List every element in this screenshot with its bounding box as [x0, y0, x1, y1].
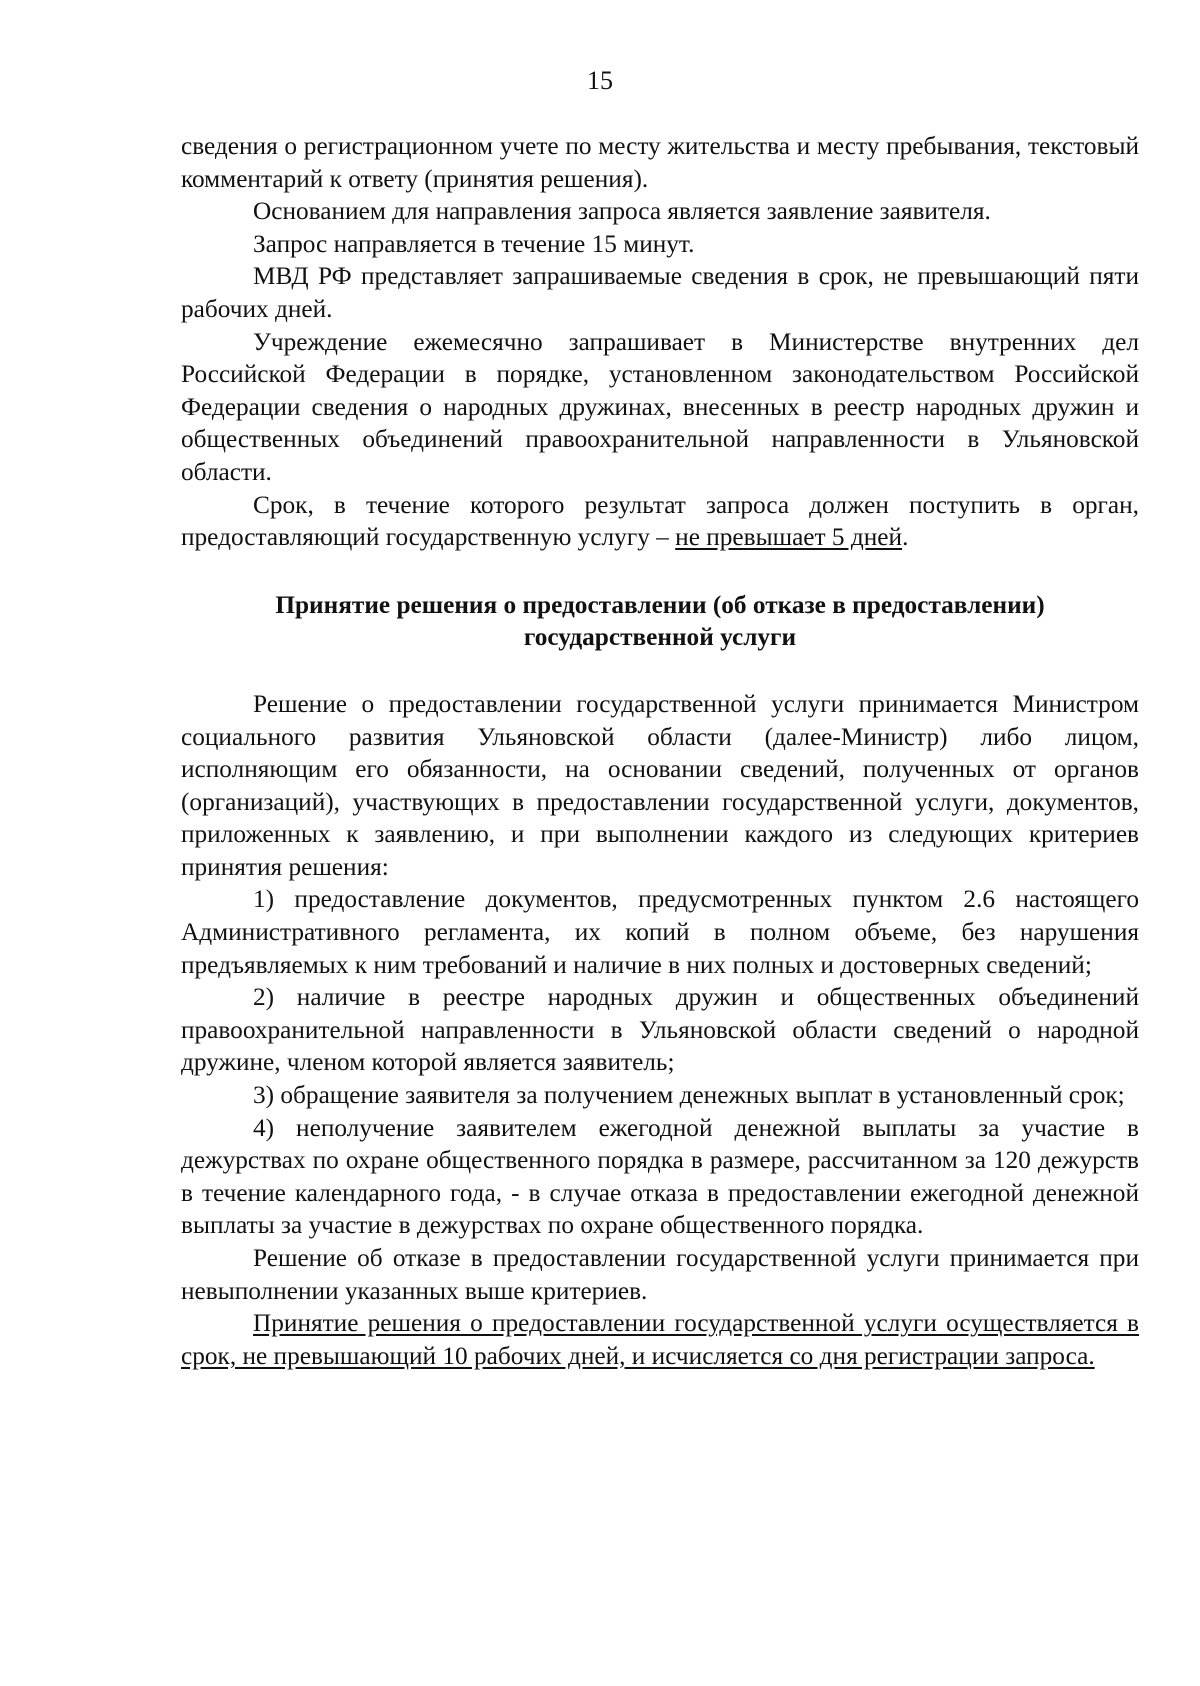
criteria-item-3: 3) обращение заявителя за получением денежных выплат в установленный срок; [253, 1081, 1125, 1110]
paragraph-continuation: сведения о регистрационном учете по месту жительства и месту пребывания, текстовый комментарий к ответу (принятия решения). [181, 132, 1139, 193]
paragraph: Запрос направляется в течение 15 минут. [253, 229, 695, 258]
final-underlined-text: Принятие решения о предоставлении государственной услуги осуществляется в срок, не превышающий 10 рабочих дней, и исчисляется со дня регистрации запроса. [181, 1309, 1139, 1370]
paragraph: Учреждение ежемесячно запрашивает в Министерстве внутренних дел Российской Федерации в порядке, установленном законодательством Российской Федерации сведения о народных дружинах, внесенных в реестр народных дружин и общественных объединений правоохранительной направленности в Ульяновской области. [181, 327, 1139, 486]
paragraph-term [181, 489, 1139, 554]
paragraph: Основанием для направления запроса является заявление заявителя. [253, 197, 991, 226]
paragraph: Решение об отказе в предоставлении государственной услуги принимается при невыполнении указанных выше критериев. [181, 1244, 1139, 1305]
term-underlined: не превышает 5 дней [675, 523, 903, 552]
term-text: Срок, в течение которого результат запроса должен поступить в орган, предоставляющий государственную услугу – [181, 490, 1139, 552]
document-body [181, 130, 1139, 1372]
paragraph-final [181, 1307, 1139, 1372]
criteria-item-1: 1) предоставление документов, предусмотренных пунктом 2.6 настоящего Административного регламента, их копий в полном объеме, без нарушения предъявляемых к ним требований и наличие в них полных и достоверных сведений; [181, 885, 1139, 979]
criteria-item-4: 4) неполучение заявителем ежегодной денежной выплаты за участие в дежурствах по охране общественного порядка в размере, рассчитанном за 120 дежурств в течение календарного года, - в случае отказа в предоставлении ежегодной денежной выплаты за участие в дежурствах по охране общественного порядка. [181, 1113, 1139, 1240]
paragraph: МВД РФ представляет запрашиваемые сведения в срок, не превышающий пяти рабочих дней. [181, 262, 1139, 323]
page-number: 15 [587, 66, 613, 95]
term-end: . [902, 523, 909, 552]
criteria-item-2: 2) наличие в реестре народных дружин и общественных объединений правоохранительной направленности в Ульяновской области сведений о народной дружине, членом которой является заявитель; [181, 983, 1139, 1077]
paragraph: Решение о предоставлении государственной услуги принимается Министром социального развития Ульяновской области (далее-Министр) либо лицом, исполняющим его обязанности, на основании сведений, полученных от органов (организаций), участвующих в предоставлении государственной услуги, документов, приложенных к заявлению, и при выполнении каждого из следующих критериев принятия решения: [181, 689, 1139, 881]
section-heading: Принятие решения о предоставлении (об отказе в предоставлении) государственной услуги [275, 590, 1045, 652]
